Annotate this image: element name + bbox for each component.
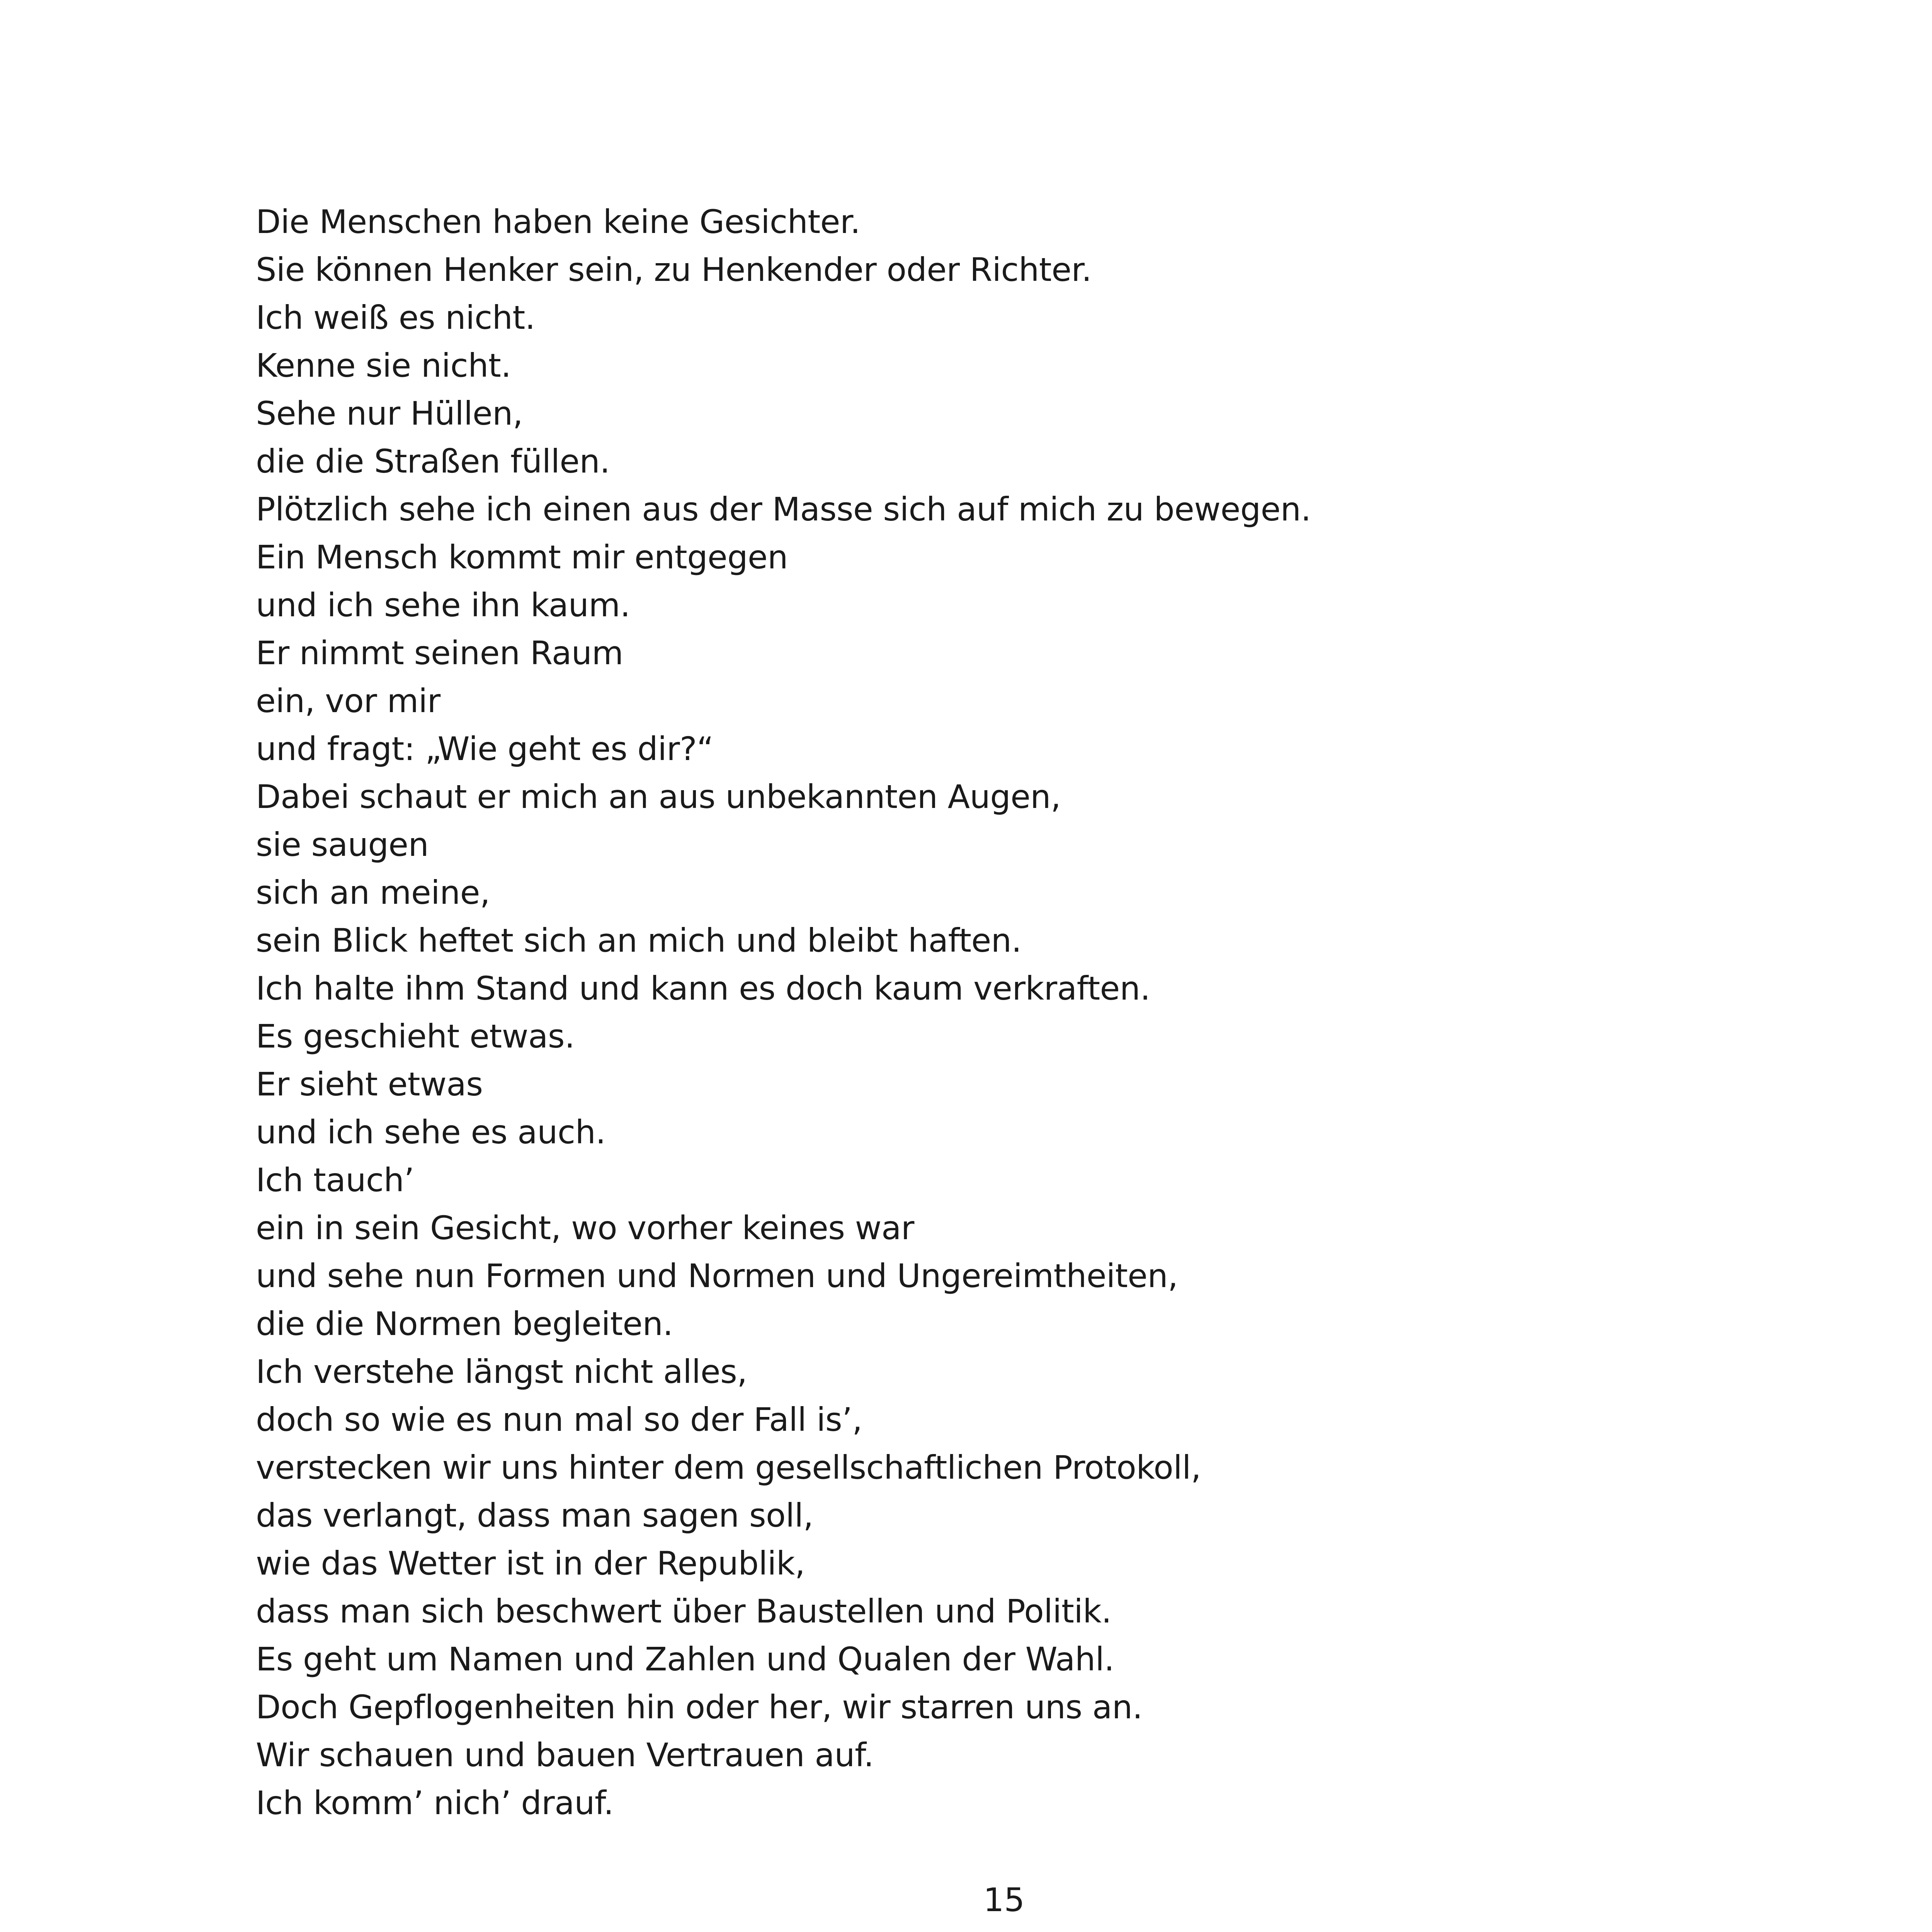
poem-line: Ein Mensch kommt mir entgegen — [256, 538, 788, 576]
poem-line: Es geschieht etwas. — [256, 1017, 575, 1055]
poem-line: doch so wie es nun mal so der Fall is’, — [256, 1401, 862, 1439]
poem-line: und fragt: „Wie geht es dir?“ — [256, 730, 714, 768]
poem-line: Wir schauen und bauen Vertrauen auf. — [256, 1736, 874, 1774]
poem-line: Ich verstehe längst nicht alles, — [256, 1353, 747, 1391]
poem-line: Sehe nur Hüllen, — [256, 395, 523, 432]
poem-line: Er nimmt seinen Raum — [256, 634, 623, 672]
poem-line: sie saugen — [256, 826, 429, 864]
poem-line: Die Menschen haben keine Gesichter. — [256, 203, 861, 241]
poem-line: das verlangt, dass man sagen soll, — [256, 1497, 813, 1534]
poem-line: Dabei schaut er mich an aus unbekannten Augen, — [256, 778, 1061, 816]
poem-line: Er sieht etwas — [256, 1065, 483, 1103]
poem-line: Plötzlich sehe ich einen aus der Masse sich auf mich zu bewegen. — [256, 490, 1311, 528]
poem-line: sein Blick heftet sich an mich und bleibt haften. — [256, 922, 1022, 959]
poem-line: Kenne sie nicht. — [256, 347, 511, 384]
poem-line: dass man sich beschwert über Baustellen und Politik. — [256, 1592, 1112, 1630]
poem-line: Ich halte ihm Stand und kann es doch kaum verkraften. — [256, 969, 1150, 1007]
poem-line: ein in sein Gesicht, wo vorher keines war — [256, 1209, 914, 1247]
poem-line: sich an meine, — [256, 874, 490, 912]
poem-line: verstecken wir uns hinter dem gesellschaftlichen Protokoll, — [256, 1449, 1201, 1486]
poem-line: wie das Wetter ist in der Republik, — [256, 1544, 805, 1582]
poem-line: die die Straßen füllen. — [256, 442, 610, 480]
poem-line: Doch Gepflogenheiten hin oder her, wir starren uns an. — [256, 1688, 1143, 1726]
poem-line: die die Normen begleiten. — [256, 1305, 673, 1343]
poem-line: Ich komm’ nich’ drauf. — [256, 1784, 614, 1822]
poem-line: ein, vor mir — [256, 682, 440, 720]
poem-line: Sie können Henker sein, zu Henkender oder Richter. — [256, 251, 1092, 289]
poem-line: und ich sehe es auch. — [256, 1113, 606, 1151]
poem-line: und sehe nun Formen und Normen und Ungereimtheiten, — [256, 1257, 1178, 1295]
poem-text — [256, 198, 1879, 1827]
poem-line: Ich weiß es nicht. — [256, 299, 536, 337]
poem-line: Ich tauch’ — [256, 1161, 414, 1199]
poem-line: und ich sehe ihn kaum. — [256, 586, 630, 624]
page-number: 15 — [983, 1881, 1025, 1919]
poem-line: Es geht um Namen und Zahlen und Qualen der Wahl. — [256, 1640, 1114, 1678]
